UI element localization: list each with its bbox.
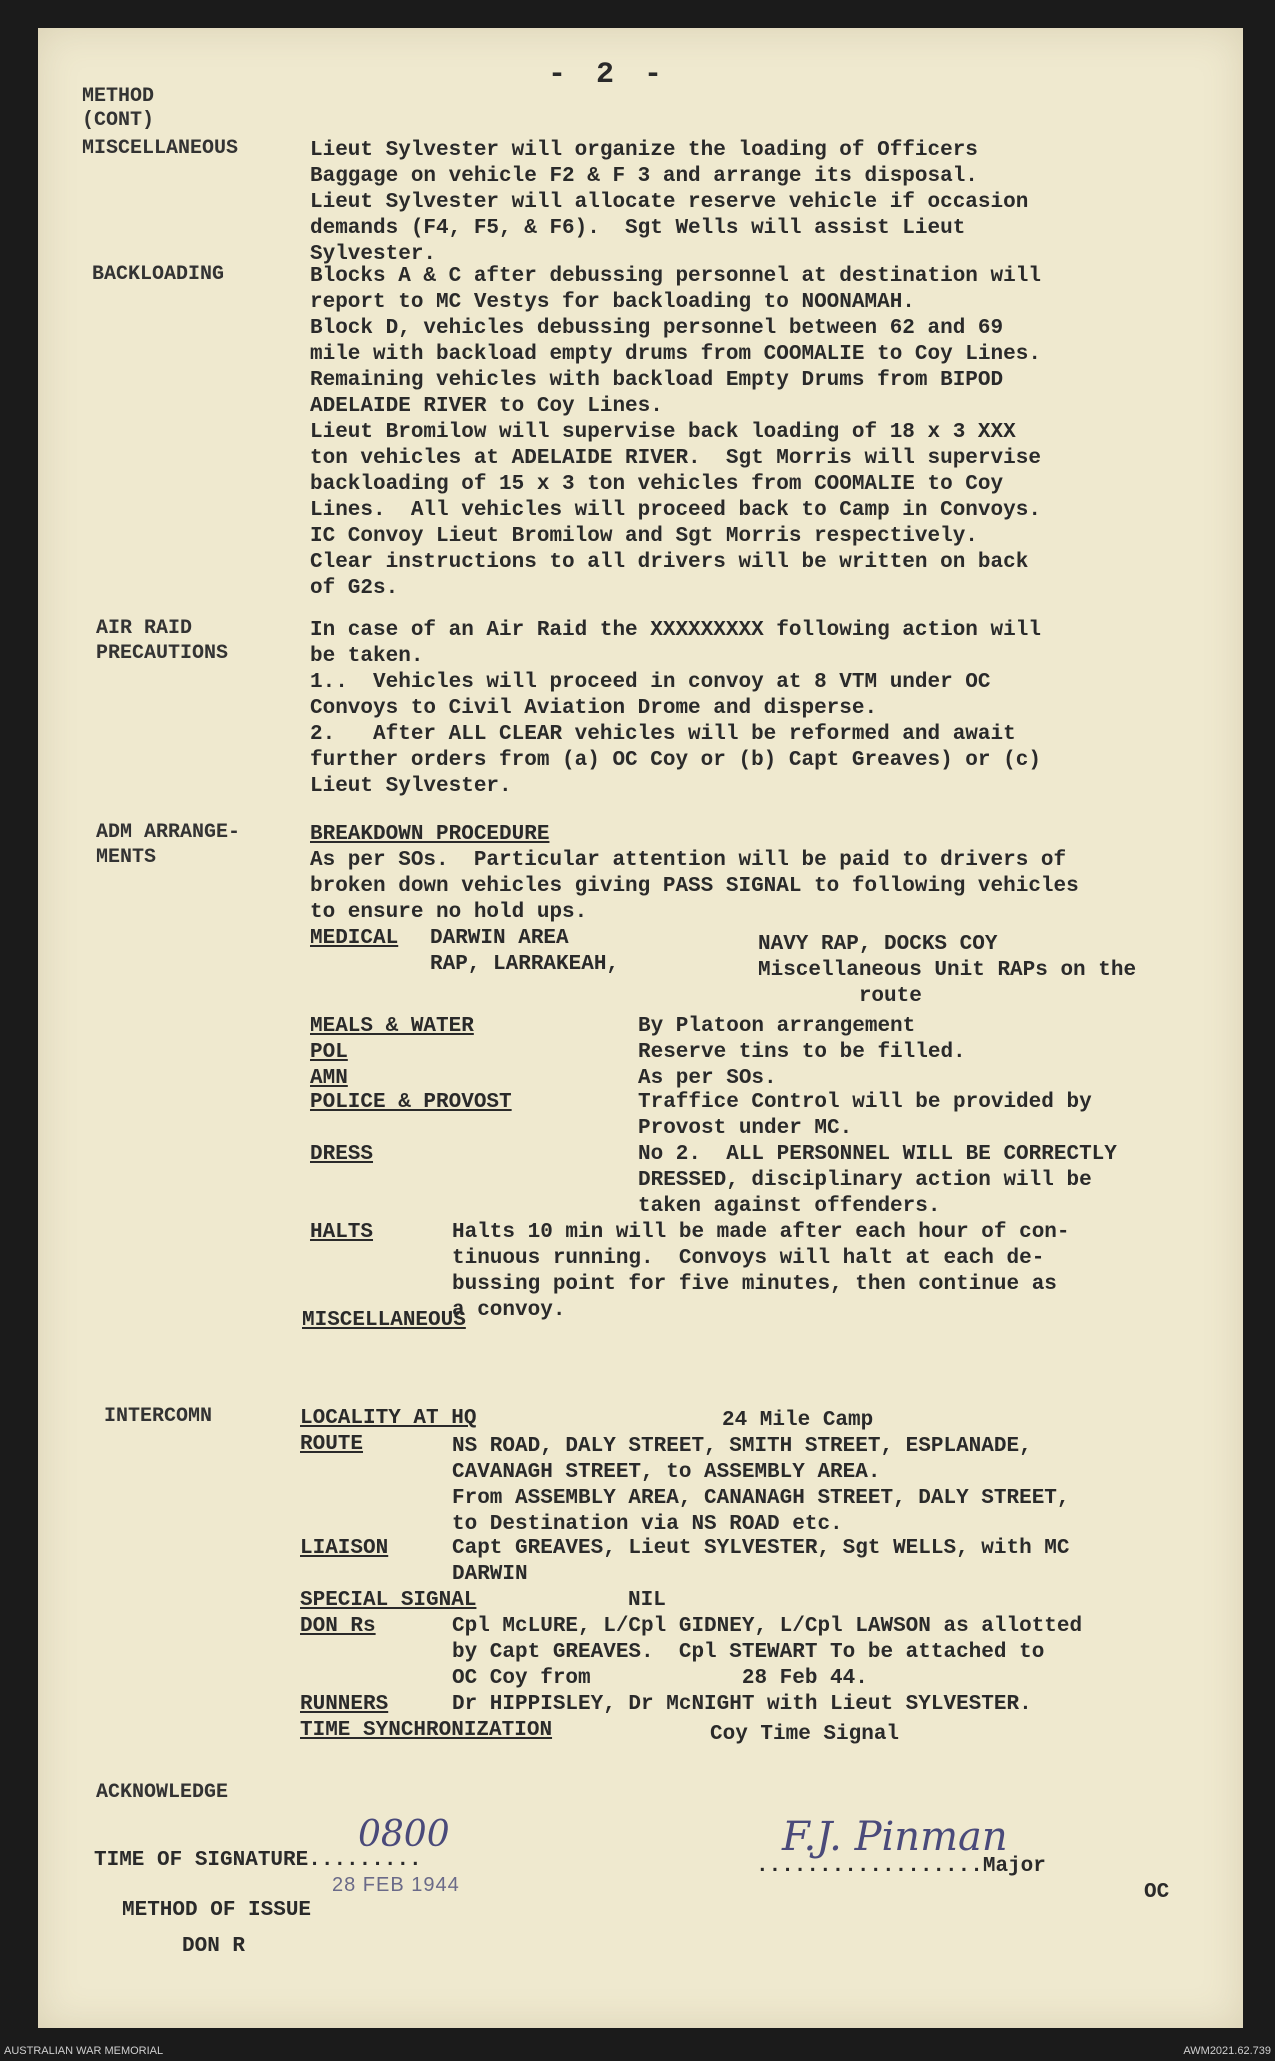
signature-line: ..................Major — [756, 1855, 1046, 1878]
amn-text: As per SOs. — [638, 1067, 777, 1090]
dress-label: DRESS — [310, 1143, 374, 1166]
route-text: NS ROAD, DALY STREET, SMITH STREET, ESPLANADE, CAVANAGH STREET, to ASSEMBLY AREA. From ASSEMBLY AREA, CANANAGH STREET, DALY STREET, to Destination via NS ROAD etc. — [452, 1435, 1070, 1536]
donrs-text: Cpl McLURE, L/Cpl GIDNEY, L/Cpl LAWSON as allotted by Capt GREAVES. Cpl STEWART To be attached to OC Coy from 28 Feb 44. — [452, 1615, 1083, 1690]
halts-text: Halts 10 min will be made after each hour of con- tinuous running. Convoys will halt at each de- bussing point for five minutes, then continue as a convoy. — [452, 1221, 1070, 1322]
police-label: POLICE & PROVOST — [310, 1091, 512, 1114]
dress-text: No 2. ALL PERSONNEL WILL BE CORRECTLY DRESSED, disciplinary action will be taken against offenders. — [638, 1143, 1117, 1218]
footer-right: AWM2021.62.739 — [1183, 2045, 1271, 2057]
liaison-label: LIAISON — [300, 1537, 389, 1560]
medical-label: MEDICAL — [310, 927, 399, 950]
acknowledge-label: ACKNOWLEDGE — [96, 1781, 229, 1804]
medical-right-text: NAVY RAP, DOCKS COY Miscellaneous Unit RAPs on the route — [758, 933, 1137, 1008]
method-of-issue: METHOD OF ISSUE — [122, 1899, 312, 1922]
pol-label: POL — [310, 1041, 348, 1064]
time-sync-text: Coy Time Signal — [710, 1723, 900, 1746]
runners-label: RUNNERS — [300, 1693, 389, 1716]
signature: F.J. Pinman — [782, 1814, 1008, 1860]
backloading-label: BACKLOADING — [92, 263, 225, 286]
backloading-text: Blocks A & C after debussing personnel at destination will report to MC Vestys for backloading to NOONAMAH. Block D, vehicles debussing personnel between 62 and 69 mile with backload empty drums from COOMALIE to Coy Lines. Remaining vehicles with backload Empty Drums from BIPOD ADELAIDE RIVER to Coy Lines. Lieut Bromilow will supervise back loading of 18 x 3 XXX ton vehicles at ADELAIDE RIVER. Sgt Morris will supervise backloading of 15 x 3 ton vehicles from COOMALIE to Coy Lines. All vehicles will proceed back to Camp in Convoys. IC Convoy Lieut Bromilow and Sgt Morris respectively. Clear instructions to all drivers will be written on back of G2s. — [310, 265, 1041, 600]
meals-text: By Platoon arrangement — [638, 1015, 916, 1038]
intercomn-label: INTERCOMN — [104, 1405, 213, 1428]
document-page — [38, 28, 1243, 2028]
air-raid-text: In case of an Air Raid the XXXXXXXXX following action will be taken. 1.. Vehicles will proceed in convoy at 8 VTM under OC Convoys to Civil Aviation Drome and disperse. 2. After ALL CLEAR vehicles will be reformed and await further orders from (a) OC Coy or (b) Capt Greaves) or (c) Lieut Sylvester. — [310, 619, 1041, 798]
time-sync-label: TIME SYNCHRONIZATION — [300, 1719, 553, 1742]
runners-text: Dr HIPPISLEY, Dr McNIGHT with Lieut SYLVESTER. — [452, 1693, 1032, 1716]
amn-label: AMN — [310, 1067, 348, 1090]
medical-left-text: DARWIN AREA RAP, LARRAKEAH, — [430, 927, 620, 976]
date-stamp: 28 FEB 1944 — [332, 1874, 460, 1896]
misc2-label: MISCELLANEOUS — [302, 1309, 466, 1332]
method-label: METHOD — [82, 85, 155, 108]
breakdown-text: As per SOs. Particular attention will be paid to drivers of broken down vehicles giving PASS SIGNAL to following vehicles to ensure no hold ups. — [310, 849, 1079, 924]
misc-label: MISCELLANEOUS — [82, 137, 239, 160]
meals-label: MEALS & WATER — [310, 1015, 474, 1038]
page-number: - 2 - — [548, 58, 669, 92]
adm-label: ADM ARRANGE- MENTS — [96, 821, 241, 869]
donrs-label: DON Rs — [300, 1615, 376, 1638]
halts-label: HALTS — [310, 1221, 374, 1244]
misc-text: Lieut Sylvester will organize the loading of Officers Baggage on vehicle F2 & F 3 and arrange its disposal. Lieut Sylvester will allocate reserve vehicle if occasion demands (F4, F5, & F6). Sgt Wells will assist Lieut Sylvester. — [310, 139, 1029, 266]
route-label: ROUTE — [300, 1433, 364, 1456]
breakdown-heading: BREAKDOWN PROCEDURE — [310, 823, 550, 846]
cont-label: (CONT) — [82, 109, 155, 132]
don-r: DON R — [182, 1935, 246, 1958]
time-of-signature: TIME OF SIGNATURE......... — [94, 1849, 422, 1872]
locality-label: LOCALITY AT HQ — [300, 1407, 477, 1430]
oc-label: OC — [1144, 1881, 1170, 1904]
footer-left: AUSTRALIAN WAR MEMORIAL — [4, 2045, 164, 2057]
air-raid-label: AIR RAID PRECAUTIONS — [96, 617, 229, 665]
time-handwritten: 0800 — [358, 1814, 450, 1855]
pol-text: Reserve tins to be filled. — [638, 1041, 966, 1064]
police-text: Traffice Control will be provided by Provost under MC. — [638, 1091, 1092, 1140]
liaison-text: Capt GREAVES, Lieut SYLVESTER, Sgt WELLS, with MC DARWIN — [452, 1537, 1070, 1586]
special-signal-label: SPECIAL SIGNAL — [300, 1589, 477, 1612]
special-signal-text: NIL — [628, 1589, 666, 1612]
locality-text: 24 Mile Camp — [722, 1409, 874, 1432]
